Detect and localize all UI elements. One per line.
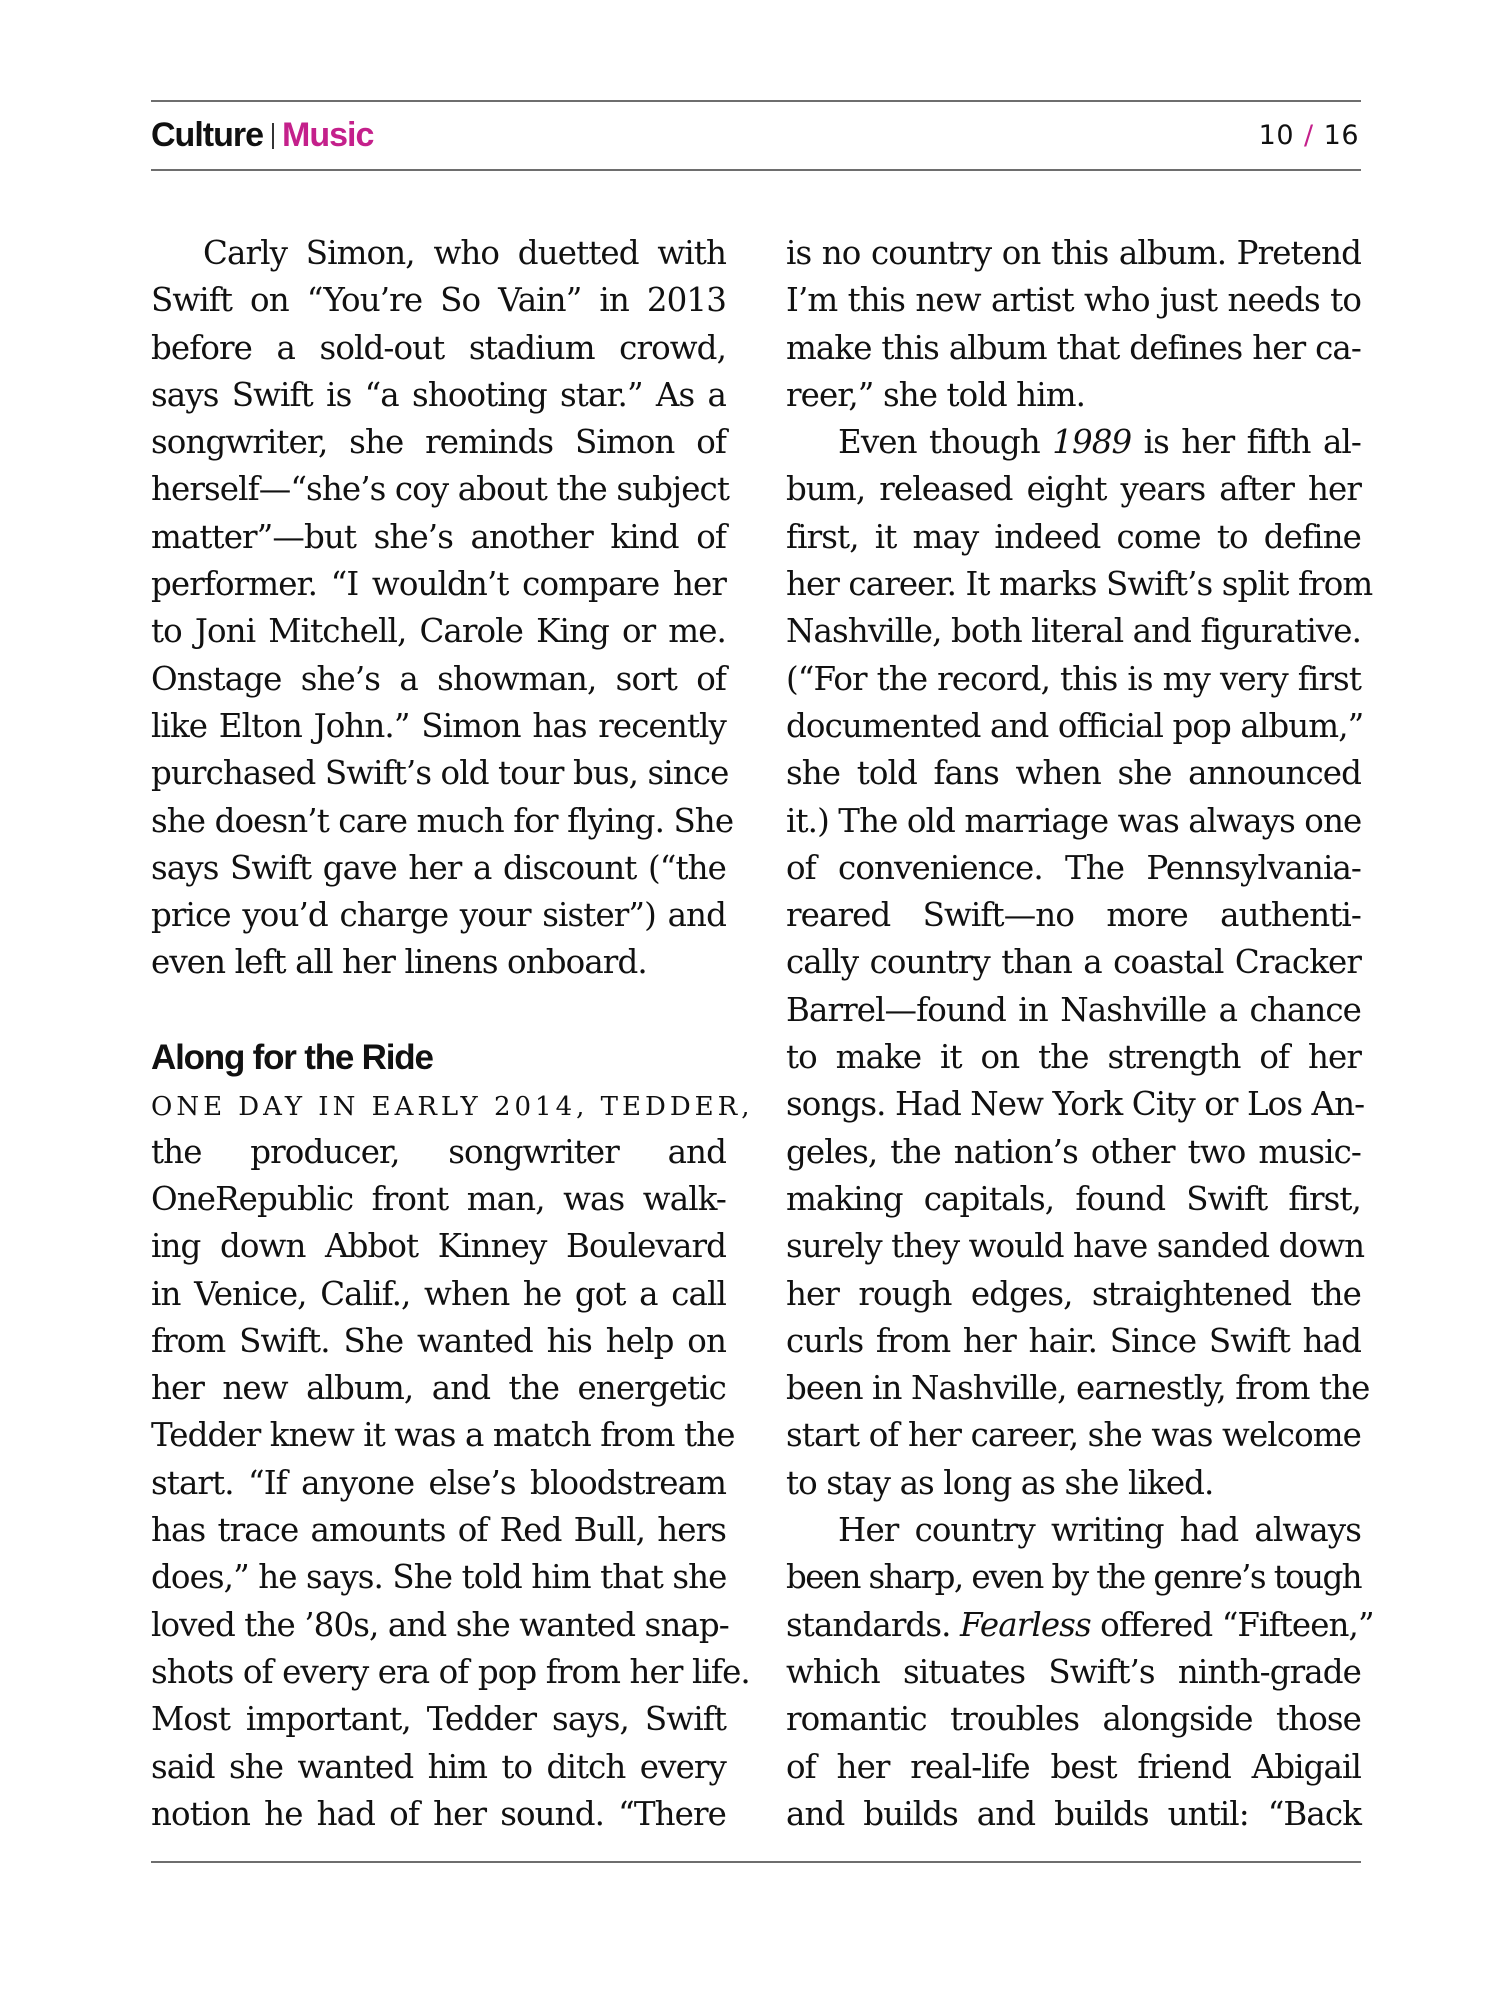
- text-line: documented and official pop album,”: [786, 706, 1364, 745]
- text-line: I’m this new artist who just needs to: [786, 281, 1361, 320]
- text-line: she told fans when she announced: [786, 754, 1361, 793]
- paragraph-1989: [786, 419, 1373, 1507]
- text-run: is her fifth al-: [1131, 423, 1361, 462]
- text-line: the producer, songwriter and: [151, 1132, 726, 1171]
- page-header: [151, 102, 1361, 169]
- text-line: is no country on this album. Pretend: [786, 234, 1361, 272]
- text-line: reer,” she told him.: [786, 375, 1086, 414]
- article-column-right: [786, 230, 1374, 1838]
- text-line: says Swift gave her a discount (“the: [151, 848, 726, 887]
- text-line: of her real-life best friend Abigail: [786, 1747, 1361, 1786]
- text-line: to Joni Mitchell, Carole King or me.: [151, 612, 726, 651]
- text-line: Nashville, both literal and figurative.: [786, 612, 1362, 651]
- text-line: loved the ’80s, and she wanted snap-: [151, 1605, 729, 1644]
- text-line: make this album that defines her ca-: [786, 328, 1361, 367]
- text-line: her new album, and the energetic: [151, 1369, 726, 1408]
- text-line: start. “If anyone else’s bloodstream: [151, 1463, 726, 1502]
- text-line: been sharp, even by the genre’s tough: [786, 1558, 1361, 1597]
- text-line: OneRepublic front man, was walk-: [151, 1179, 726, 1218]
- text-line: her career. It marks Swift’s split from: [786, 565, 1373, 604]
- section-subhead: Along for the Ride: [151, 1038, 433, 1078]
- text-line: Tedder knew it was a match from the: [151, 1416, 735, 1455]
- page-separator: /: [1304, 120, 1314, 151]
- paragraph-along-for-the-ride: [151, 1081, 754, 1838]
- text-line: start of her career, she was welcome: [786, 1416, 1361, 1455]
- text-line: to stay as long as she liked.: [786, 1463, 1214, 1502]
- text-line: before a sold-out stadium crowd,: [151, 328, 726, 367]
- page-indicator: [1259, 120, 1359, 151]
- album-title-italic: Fearless: [960, 1605, 1091, 1644]
- text-line: does,” he says. She told him that she: [151, 1558, 727, 1597]
- text-line: songs. Had New York City or Los An-: [786, 1085, 1365, 1124]
- text-line: Barrel—found in Nashville a chance: [786, 990, 1361, 1029]
- text-line: like Elton John.” Simon has recently: [151, 706, 726, 745]
- text-line: matter”—but she’s another kind of: [151, 517, 726, 556]
- section-label: [151, 116, 373, 155]
- text-line: notion he had of her sound. “There: [151, 1794, 726, 1833]
- text-line: price you’d charge your sister”) and: [151, 896, 726, 935]
- text-line: surely they would have sanded down: [786, 1227, 1365, 1266]
- text-line: cally country than a coastal Cracker: [786, 943, 1361, 982]
- text-line: ing down Abbot Kinney Boulevard: [151, 1227, 726, 1266]
- text-line: it.) The old marriage was always one: [786, 801, 1362, 840]
- paragraph-carly-simon: [151, 230, 734, 987]
- text-line: even left all her linens onboard.: [151, 943, 647, 982]
- text-line: making capitals, found Swift first,: [786, 1179, 1361, 1218]
- text-line: in Venice, Calif., when he got a call: [151, 1274, 726, 1313]
- text-line: to make it on the strength of her: [786, 1038, 1361, 1077]
- text-run: offered “Fifteen,”: [1090, 1605, 1374, 1644]
- text-line: said she wanted him to ditch every: [151, 1747, 726, 1786]
- text-line: curls from her hair. Since Swift had: [786, 1321, 1361, 1360]
- text-line: been in Nashville, earnestly, from the: [786, 1369, 1370, 1408]
- section-name: Culture: [151, 116, 263, 154]
- album-title-italic: 1989: [1052, 423, 1132, 462]
- text-line: songwriter, she reminds Simon of: [151, 423, 726, 462]
- text-line: shots of every era of pop from her life.: [151, 1652, 750, 1691]
- page-current: 10: [1258, 120, 1295, 151]
- section-spacer: [151, 987, 726, 1034]
- article-column-left: [151, 230, 754, 1838]
- subsection-name: Music: [282, 116, 374, 154]
- text-line: her rough edges, straightened the: [786, 1274, 1361, 1313]
- text-line: herself—“she’s coy about the subject: [151, 470, 730, 509]
- text-line: she doesn’t care much for flying. She: [151, 801, 734, 840]
- text-line: Carly Simon, who duetted with: [203, 234, 726, 272]
- text-line: which situates Swift’s ninth-grade: [786, 1652, 1361, 1691]
- paragraph-country-writing: [786, 1507, 1374, 1838]
- text-line: first, it may indeed come to define: [786, 517, 1361, 556]
- text-line: and builds and builds until: “Back: [786, 1794, 1361, 1833]
- text-line: Her country writing had always: [838, 1511, 1361, 1550]
- text-line: [786, 1602, 1374, 1649]
- lead-in-smallcaps: ONE DAY IN EARLY 2014, TEDDER,: [151, 1092, 754, 1123]
- text-line: bum, released eight years after her: [786, 470, 1361, 509]
- text-line: of convenience. The Pennsylvania-: [786, 848, 1361, 887]
- text-line: [151, 1081, 754, 1128]
- text-line: romantic troubles alongside those: [786, 1700, 1361, 1739]
- text-line: Onstage she’s a showman, sort of: [151, 659, 726, 698]
- text-line: has trace amounts of Red Bull, hers: [151, 1511, 726, 1550]
- text-line: from Swift. She wanted his help on: [151, 1321, 726, 1360]
- text-run: standards.: [786, 1605, 961, 1644]
- paragraph-no-country: [786, 230, 1361, 419]
- text-line: [786, 419, 1361, 466]
- page-total: 16: [1323, 120, 1359, 151]
- text-line: Swift on “You’re So Vain” in 2013: [151, 281, 726, 320]
- text-run: Even though: [838, 423, 1053, 462]
- footer-rule: [151, 1861, 1361, 1863]
- text-line: (“For the record, this is my very first: [786, 659, 1361, 698]
- text-line: performer. “I wouldn’t compare her: [151, 565, 726, 604]
- text-line: says Swift is “a shooting star.” As a: [151, 375, 726, 414]
- header-bottom-rule: [151, 169, 1361, 171]
- text-line: Most important, Tedder says, Swift: [151, 1700, 726, 1739]
- section-divider: [272, 123, 274, 149]
- text-line: purchased Swift’s old tour bus, since: [151, 754, 729, 793]
- text-line: geles, the nation’s other two music-: [786, 1132, 1361, 1171]
- text-line: reared Swift—no more authenti-: [786, 896, 1361, 935]
